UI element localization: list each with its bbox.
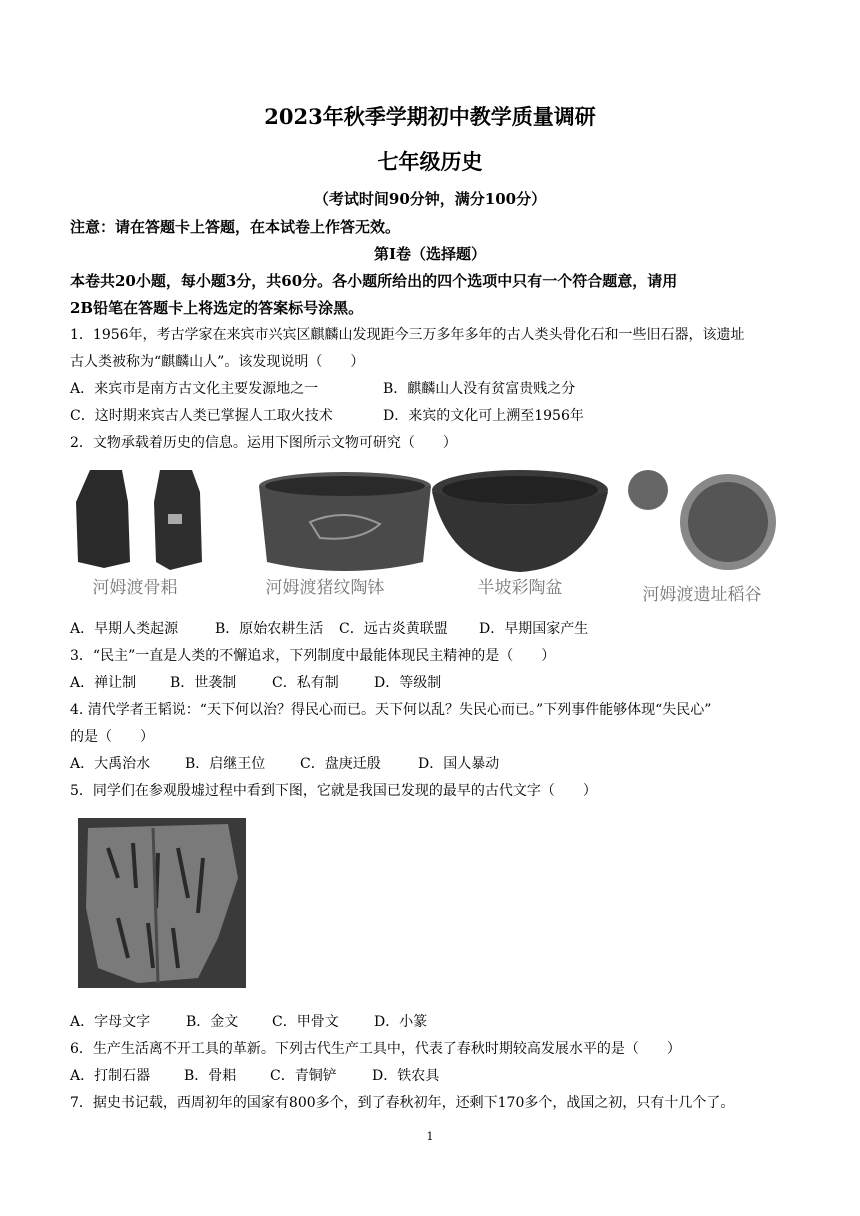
q4-options xyxy=(70,753,499,773)
q6-stem: 6．生产生活离不开工具的革新。下列古代生产工具中，代表了春秋时期较高发展水平的是（ ） xyxy=(70,1041,681,1057)
q4-option-c: C．盘庚迁殷 xyxy=(300,756,381,772)
q1-options-row2 xyxy=(70,405,584,425)
q4-option-d: D．国人暴动 xyxy=(418,756,500,772)
q1-option-d: D．来宾的文化可上溯至1956年 xyxy=(383,408,584,424)
oracle-bone-image xyxy=(78,818,246,988)
instructions-line-1: 本卷共20小题，每小题3分，共60分。各小题所给出的四个选项中只有一个符合题意，请用 xyxy=(70,272,678,290)
q4-stem-2: 的是（ ） xyxy=(70,729,154,745)
q6-option-c: C．青铜铲 xyxy=(270,1068,337,1084)
q6-option-b: B．骨耜 xyxy=(184,1068,237,1084)
exam-info: （考试时间90分钟，满分100分） xyxy=(313,190,547,208)
caption-bone-spade: 河姆渡骨耜 xyxy=(92,578,178,598)
q7-stem: 7．据史书记载，西周初年的国家有800多个，到了春秋初年，还剩下170多个，战国之初，只有十几个了。 xyxy=(70,1095,735,1111)
q6-option-a: A．打制石器 xyxy=(70,1068,151,1084)
q5-options xyxy=(70,1011,427,1031)
q3-options xyxy=(70,672,441,692)
q3-option-a: A．禅让制 xyxy=(70,675,137,691)
q1-stem-1: 1．1956年，考古学家在来宾市兴宾区麒麟山发现距今三万多年多年的古人类头骨化石和一些旧石器，该遗址 xyxy=(70,327,745,343)
q5-option-a: A．字母文字 xyxy=(70,1014,151,1030)
q3-stem: 3．“民主”一直是人类的不懈追求，下列制度中最能体现民主精神的是（ ） xyxy=(70,648,556,664)
q1-stem-2: 古人类被称为“麒麟山人”。该发现说明（ ） xyxy=(70,354,365,370)
q2-option-c: C．远古炎黄联盟 xyxy=(339,621,448,637)
q5-option-b: B．金文 xyxy=(186,1014,239,1030)
q1-options-row1 xyxy=(70,378,575,398)
q1-option-a: A．来宾市是南方古文化主要发源地之一 xyxy=(70,381,319,397)
q4-stem-1: 4. 清代学者王韬说：“天下何以治？得民心而已。天下何以乱？失民心而已。”下列事件能够体现“失民心” xyxy=(70,702,712,718)
q2-option-b: B．原始农耕生活 xyxy=(215,621,324,637)
instructions-line-2: 2B铅笔在答题卡上将选定的答案标号涂黑。 xyxy=(70,299,364,317)
q6-option-d: D．铁农具 xyxy=(372,1068,440,1084)
q4-option-a: A．大禹治水 xyxy=(70,756,151,772)
section-title: 第Ⅰ卷（选择题） xyxy=(373,245,487,263)
q1-option-b: B．麒麟山人没有贫富贵贱之分 xyxy=(383,381,576,397)
pig-pattern-bowl-image xyxy=(259,472,431,571)
caption-pig-bowl: 河姆渡猪纹陶钵 xyxy=(265,578,385,598)
page-number: 1 xyxy=(426,1130,434,1143)
q2-stem: 2．文物承载着历史的信息。运用下图所示文物可研究（ ） xyxy=(70,435,457,451)
painted-pottery-basin-image xyxy=(432,470,608,572)
q2-option-a: A．早期人类起源 xyxy=(70,621,179,637)
q2-options xyxy=(70,618,588,638)
q4-option-b: B．启继王位 xyxy=(185,756,266,772)
q3-option-b: B．世袭制 xyxy=(170,675,237,691)
q2-option-d: D．早期国家产生 xyxy=(479,621,589,637)
rice-grains-image xyxy=(628,470,776,570)
q5-option-d: D．小篆 xyxy=(374,1014,428,1030)
caption-pottery-basin: 半坡彩陶盆 xyxy=(477,578,563,598)
q5-stem: 5．同学们在参观殷墟过程中看到下图，它就是我国已发现的最早的古代文字（ ） xyxy=(70,783,597,799)
caption-rice-grains: 河姆渡遗址稻谷 xyxy=(642,585,762,605)
bone-spade-image xyxy=(76,470,202,570)
q6-options xyxy=(70,1065,439,1085)
q3-option-c: C．私有制 xyxy=(272,675,339,691)
q1-option-c: C．这时期来宾古人类已掌握人工取火技术 xyxy=(70,408,333,424)
exam-subject: 七年级历史 xyxy=(377,149,483,174)
exam-title: 2023年秋季学期初中教学质量调研 xyxy=(264,104,596,129)
notice: 注意：请在答题卡上答题，在本试卷上作答无效。 xyxy=(70,218,401,236)
q3-option-d: D．等级制 xyxy=(374,675,442,691)
q5-option-c: C．甲骨文 xyxy=(272,1014,339,1030)
